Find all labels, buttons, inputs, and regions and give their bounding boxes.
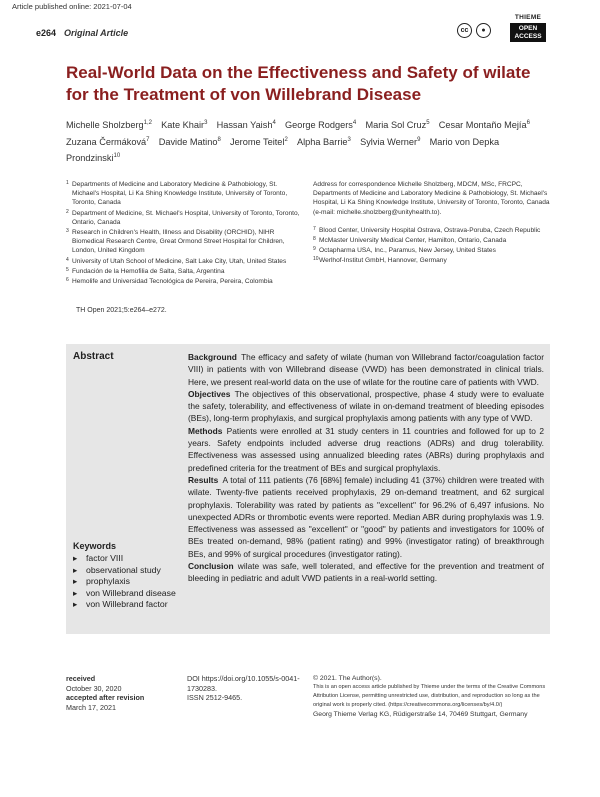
open-access-badge: OPEN ACCESS: [510, 23, 546, 42]
affiliation: [313, 226, 553, 235]
author: [360, 137, 420, 147]
author-name: Zuzana Čermáková: [66, 136, 147, 147]
keyword-text: von Willebrand disease: [86, 587, 176, 598]
author-affiliation-ref: 1,2: [143, 120, 152, 126]
author-affiliation-ref: 3: [204, 120, 208, 126]
keyword-item: [73, 588, 185, 600]
author-name: Jerome Teitel: [229, 136, 285, 147]
bullet-arrow-icon: ▸: [73, 564, 78, 575]
affiliation: [313, 236, 553, 245]
keyword-item: [73, 565, 185, 577]
affiliation-text: University of Utah School of Medicine, Salt Lake City, Utah, United States: [72, 257, 287, 265]
received-dates: [66, 674, 178, 712]
abstract-section-heading: Conclusion: [188, 561, 234, 572]
author-name: Maria Sol Cruz: [365, 120, 427, 131]
affiliation-number: 9: [313, 246, 316, 253]
affiliation-text: Research in Children's Health, Illness and Disability (ORCHID), NIHR Biomedical Research Centre, Great Ormond Street Hospital for Children, London, United Kingdom: [72, 229, 285, 255]
copyright: © 2021. The Author(s).: [313, 675, 382, 682]
affiliation-text: Departments of Medicine and Laboratory Medicine & Pathobiology, St. Michael's Hospital, Li Ka Shing Knowledge Institute, University of Toronto, Toronto, Canada: [72, 181, 288, 207]
affiliation: [66, 209, 306, 227]
affiliation: [66, 277, 306, 286]
affiliations-right-list: [313, 226, 553, 266]
author: [285, 120, 356, 130]
doi-block: [187, 674, 302, 703]
bullet-arrow-icon: ▸: [73, 587, 78, 598]
creative-commons-icon: cc: [457, 23, 472, 38]
abstract-section-heading: Results: [188, 474, 219, 485]
license-text: This is an open access article published by Thieme under the terms of the Creative Commons Attribution License, permitting unrestricted use, distribution, and reproduction so long as the original work is properly cited. (https://creativecommons.org/licenses/by/4.0/): [313, 684, 546, 709]
affiliation: [313, 256, 553, 265]
affiliation-text: Hemolife and Universidad Tecnológica de Pereira, Pereira, Colombia: [72, 278, 273, 286]
keyword-item: [73, 599, 185, 611]
author-affiliation-ref: 5: [426, 120, 430, 126]
received-label: received: [66, 674, 96, 683]
author: [159, 137, 221, 147]
article-type: Original Article: [64, 28, 129, 38]
received-date: October 30, 2020: [66, 683, 122, 693]
license-block: [313, 674, 548, 719]
abstract-section: [188, 425, 544, 474]
author: [217, 120, 276, 130]
abstract-section-text: The objectives of this observational, prospective, phase 4 study were to evaluate the safety, tolerability, and effectiveness of wilate in on-demand treatment of bleeding episodes (BEs), long-term prophylaxis, and surgical prophylaxis among patients with any type of VWD.: [188, 388, 544, 424]
author-affiliation-ref: 7: [146, 136, 150, 143]
affiliation-number: 7: [313, 225, 316, 232]
keywords-heading: Keywords: [73, 541, 117, 551]
affiliation-text: Fundación de la Hemofilia de Salta, Salta, Argentina: [72, 267, 225, 275]
author: [161, 120, 207, 130]
doi-link[interactable]: DOI https://doi.org/10.1055/s-0041-1730283.: [187, 674, 300, 693]
author-name: George Rodgers: [284, 120, 353, 131]
author-affiliation-ref: 9: [417, 136, 421, 143]
abstract-body: [188, 351, 544, 585]
abstract-heading: Abstract: [73, 351, 114, 362]
author-name: Hassan Yaish: [216, 120, 273, 131]
keyword-text: observational study: [86, 564, 161, 575]
author-name: Michelle Sholzberg: [66, 120, 144, 131]
bullet-arrow-icon: ▸: [73, 576, 78, 587]
keywords-list: [73, 553, 185, 611]
abstract-section: [188, 560, 544, 585]
abstract-section: [188, 388, 544, 425]
page-number: e264: [36, 28, 57, 38]
affiliation-text: Werlhof-Institut GmbH, Hannover, Germany: [319, 257, 447, 265]
author-affiliation-ref: 4: [272, 120, 276, 126]
abstract-section-text: Patients were enrolled at 31 study centers in 11 countries and followed for up to 2 years. Safety endpoints included adverse drug reactions (ADRs) and drug tolerability. Effectiveness was assessed using annualized bleeding rates (ABRs) during prophylaxis and predefined criteria for the treatment of BEs and surgical prophylaxis.: [188, 425, 544, 473]
affiliation-text: Department of Medicine, St. Michael's Hospital, University of Toronto, Toronto, Ontario, Canada: [72, 209, 300, 226]
attribution-icon: ●: [476, 23, 491, 38]
affiliation-number: 3: [66, 228, 69, 235]
keyword-text: von Willebrand factor: [86, 599, 168, 610]
keyword-item: [73, 576, 185, 588]
abstract-section-heading: Background: [188, 352, 237, 362]
affiliation-number: 1: [66, 180, 69, 186]
affiliation-number: 2: [66, 208, 69, 215]
author: [297, 137, 351, 147]
affiliations-left: [66, 180, 306, 287]
publisher-address: Georg Thieme Verlag KG, Rüdigerstraße 14, 70469 Stuttgart, Germany: [313, 710, 528, 718]
affiliation-number: 8: [313, 236, 316, 243]
thieme-wordmark: THIEME: [514, 14, 542, 21]
affiliation-number: 10: [313, 256, 319, 263]
author-name: Alpha Barrie: [296, 136, 348, 147]
author-name: Cesar Montaño Mejía: [438, 120, 527, 131]
affiliation-number: 4: [66, 256, 69, 263]
abstract-section-text: The efficacy and safety of wilate (human von Willebrand factor/coagulation factor VIII) in patients with von Willebrand disease (VWD) has been demonstrated in clinical trials. Here, we present real-world data on the use of wilate for the routine care of patients with VWD.: [188, 352, 544, 387]
bullet-arrow-icon: ▸: [73, 553, 78, 563]
affiliation-number: 5: [66, 266, 69, 273]
author: [66, 137, 150, 147]
citation: TH Open 2021;5:e264–e272.: [76, 307, 167, 314]
publisher-logo: [510, 14, 546, 42]
author-name: Kate Khair: [161, 120, 205, 131]
abstract-section-text: wilate was safe, well tolerated, and effective for the prevention and treatment of bleeding in pediatric and adult VWD patients in a real-world setting.: [188, 561, 544, 584]
author-affiliation-ref: 2: [284, 136, 288, 143]
affiliation: [313, 246, 553, 255]
abstract-section-heading: Methods: [188, 425, 223, 436]
author-affiliation-ref: 4: [352, 120, 357, 126]
affiliation-text: McMaster University Medical Center, Hamilton, Ontario, Canada: [319, 237, 507, 245]
affiliation: [66, 257, 306, 266]
keyword-text: prophylaxis: [86, 576, 130, 587]
author-affiliation-ref: 6: [526, 120, 530, 126]
correspondence-address: Address for correspondence Michelle Sholzberg, MDCM, MSc, FRCPC, Departments of Medicine and Laboratory Medicine & Pathobiology, St. Michael's Hospital, Li Ka Shing Knowledge Institute, University of Toronto, Toronto, Canada (e-mail: michelle.sholzberg@unityhealth.to).: [313, 181, 550, 216]
author-affiliation-ref: 8: [217, 136, 221, 143]
issn: ISSN 2512-9465.: [187, 693, 243, 702]
author-affiliation-ref: 3: [347, 136, 351, 143]
affiliation-number: 6: [66, 277, 69, 284]
affiliation-text: Octapharma USA, Inc., Paramus, New Jersey, United States: [319, 247, 496, 255]
accepted-date: March 17, 2021: [66, 702, 116, 712]
keyword-item: [73, 553, 185, 565]
author: [66, 120, 152, 130]
author: [365, 120, 429, 130]
author-list: [66, 116, 546, 166]
affiliation: [66, 267, 306, 276]
publication-date-banner: Article published online: 2021-07-04: [12, 2, 132, 11]
author: [230, 137, 288, 147]
author-name: Davide Matino: [158, 136, 218, 147]
affiliation-text: Blood Center, University Hospital Ostrava, Ostrava-Poruba, Czech Republic: [319, 226, 541, 234]
abstract-section-heading: Objectives: [188, 388, 231, 399]
affiliation: [66, 228, 306, 256]
author: [439, 120, 530, 130]
author-affiliation-ref: 10: [113, 153, 121, 160]
accepted-label: accepted after revision: [66, 693, 145, 702]
bullet-arrow-icon: ▸: [73, 599, 78, 610]
abstract-section: [188, 351, 544, 388]
affiliations-right: [313, 180, 553, 267]
author-name: Sylvia Werner: [360, 136, 418, 147]
abstract-section: [188, 474, 544, 560]
affiliation: [66, 180, 306, 208]
article-title: Real-World Data on the Effectiveness and Safety of wilate for the Treatment of von Willebrand Disease: [66, 63, 531, 104]
abstract-section-text: A total of 111 patients (76 [68%] female) including 41 (37%) children were treated with wilate. Twenty-five patients received prophylaxis, 29 on-demand treatment, and 62 surgical prophylaxis. Tolerability was rated by patients as "excellent" for 96.2% of 6,497 infusions. No unexpected ADRs or thrombotic events were reported. Median ABR during prophylaxis was 1.9. Effectiveness was assessed as "excellent" or "good" by patients and investigators for 100% of BEs treated on-demand, 98% (patient rating) and 99% (investigator rating) of breakthrough BEs, and 99% of surgical procedures (investigator rating).: [188, 474, 544, 559]
keyword-text: factor VIII: [86, 553, 124, 563]
author-name: Mario von Depka Prondzinski: [66, 136, 500, 164]
